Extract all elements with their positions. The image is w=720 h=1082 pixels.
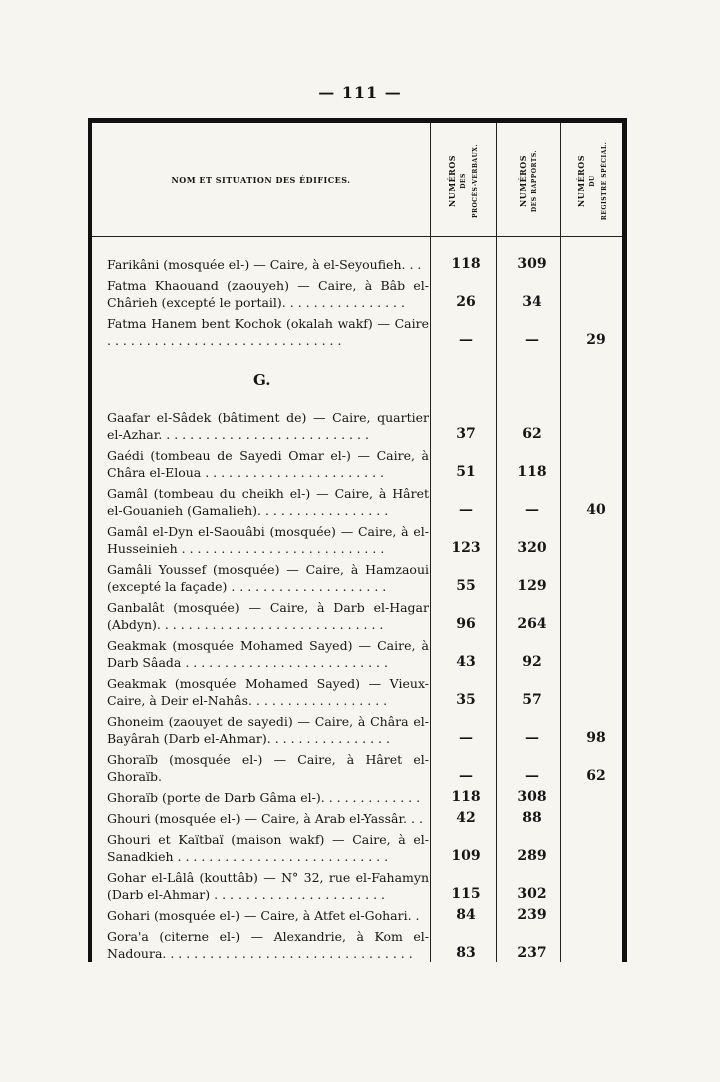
entry-number-n1: 84 — [456, 907, 476, 923]
entry-description: Geakmak (mosquée Mohamed Sayed) — Vieux-Caire, à Deir el-Nahâs. . . . . . . . . . . . . . . . . . — [107, 676, 429, 708]
entry-description: Ganbalât (mosquée) — Caire, à Darb el-Hagar (Abdyn). . . . . . . . . . . . . . . . . . . . . . . . . . . . . — [107, 600, 429, 632]
entry-number-n2: 88 — [522, 810, 542, 826]
entry-number-n1: 96 — [456, 616, 476, 632]
entry-number-n2: 57 — [522, 692, 542, 708]
table-row — [107, 675, 627, 709]
table-row — [107, 523, 627, 557]
entry-number-n2: 237 — [517, 945, 547, 961]
table-row — [107, 637, 627, 671]
entry-number-n1: 118 — [451, 789, 481, 805]
table-row — [107, 928, 627, 962]
entry-description: Ghouri (mosquée el-) — Caire, à Arab el-Yassâr. . . — [107, 811, 423, 826]
entry-description: Geakmak (mosquée Mohamed Sayed) — Caire, à Darb Sâada . . . . . . . . . . . . . . . . . . . . . . . . . . — [107, 638, 429, 670]
entry-number-n1: 83 — [456, 945, 476, 961]
entry-description: Farikâni (mosquée el-) — Caire, à el-Seyoufieh. . . — [107, 257, 422, 272]
entry-number-n1: 43 — [456, 654, 476, 670]
entry-number-n1: 118 — [451, 256, 481, 272]
entry-number-n2: — — [525, 502, 539, 518]
entry-number-n3: 62 — [586, 768, 606, 784]
entry-description: Ghouri et Kaïtbaï (maison wakf) — Caire, à el-Sanadkieh . . . . . . . . . . . . . . . . . . . . . . . . . . . — [107, 832, 429, 864]
entry-description: Gamâli Youssef (mosquée) — Caire, à Hamzaoui (excepté la façade) . . . . . . . . . . . . . . . . . . . . — [107, 562, 429, 594]
column-header-name: NOM ET SITUATION DES ÉDIFICES. — [171, 175, 351, 185]
entry-description: Ghoraïb (mosquée el-) — Caire, à Hâret el-Ghoraïb. — [107, 752, 429, 784]
entry-description: Gohari (mosquée el-) — Caire, à Atfet el-Gohari. . — [107, 908, 420, 923]
entry-number-n3: 40 — [586, 502, 606, 518]
entry-number-n1: 42 — [456, 810, 476, 826]
table-row — [107, 789, 627, 806]
column-header-line: NUMÉROS — [576, 154, 586, 208]
column-header-line: DU — [589, 175, 596, 187]
entry-description: Gaédi (tombeau de Sayedi Omar el-) — Caire, à Châra el-Eloua . . . . . . . . . . . . . . . . . . . . . . . — [107, 448, 429, 480]
entry-number-n1: 51 — [456, 464, 476, 480]
entry-number-n1: 26 — [456, 294, 476, 310]
entries-group-g — [107, 409, 627, 962]
table-row — [107, 447, 627, 481]
table-row — [107, 869, 627, 903]
entry-description: Ghoneim (zaouyet de sayedi) — Caire, à Châra el-Bayârah (Darb el-Ahmar). . . . . . . . . . . . . . . . — [107, 714, 429, 746]
entry-description: Fatma Khaouand (zaouyeh) — Caire, à Bâb el-Chârieh (excepté le portail). . . . . . . . . . . . . . . . — [107, 278, 429, 310]
entry-number-n2: 308 — [517, 789, 547, 805]
table-row — [107, 810, 627, 827]
page-number: — 111 — — [318, 83, 402, 102]
column-header-line: DES RAPPORTS. — [531, 149, 538, 213]
entry-number-n1: — — [459, 502, 473, 518]
entry-number-n2: 289 — [517, 848, 547, 864]
entry-number-n1: 37 — [456, 426, 476, 442]
entry-number-n1: 109 — [451, 848, 481, 864]
section-letter: G. — [253, 371, 271, 389]
entries-group-f — [107, 256, 627, 349]
entry-number-n1: — — [459, 768, 473, 784]
entry-number-n3: 29 — [586, 332, 606, 348]
entry-number-n2: 309 — [517, 256, 547, 272]
table-row — [107, 599, 627, 633]
entry-number-n1: 123 — [451, 540, 481, 556]
entry-number-n2: 118 — [517, 464, 547, 480]
table-row — [107, 315, 627, 349]
entry-number-n2: — — [525, 768, 539, 784]
column-header-line: REGISTRE SPÉCIAL. — [601, 141, 608, 221]
entry-number-n2: 92 — [522, 654, 542, 670]
entry-number-n2: 264 — [517, 616, 547, 632]
entry-number-n1: 55 — [456, 578, 476, 594]
entry-description: Gaafar el-Sâdek (bâtiment de) — Caire, quartier el-Azhar. . . . . . . . . . . . . . . . . . . . . . . . . . . — [107, 410, 429, 442]
column-header-line: NUMÉROS — [518, 154, 528, 208]
entry-description: Ghoraïb (porte de Darb Gâma el-). . . . . . . . . . . . . — [107, 790, 421, 805]
table-row — [107, 751, 627, 785]
table-row — [107, 409, 627, 443]
column-header-proces-verbaux — [432, 127, 496, 235]
column-header-registre — [561, 127, 625, 235]
entry-number-n2: — — [525, 730, 539, 746]
table-row — [107, 277, 627, 311]
entry-number-n1: 115 — [451, 886, 481, 902]
table-row — [107, 907, 627, 924]
column-header-line: DES — [460, 173, 468, 189]
column-header-line: NUMÉROS — [447, 154, 458, 208]
entry-description: Fatma Hanem bent Kochok (okalah wakf) — Caire . . . . . . . . . . . . . . . . . . . . . . . . . . . . . . — [107, 316, 429, 348]
entry-number-n2: — — [525, 332, 539, 348]
entry-number-n2: 129 — [517, 578, 547, 594]
entry-description: Gora'a (citerne el-) — Alexandrie, à Kom el-Nadoura. . . . . . . . . . . . . . . . . . . . . . . . . . . . . . . . — [107, 929, 429, 961]
entries-list — [107, 256, 627, 966]
entry-number-n2: 320 — [517, 540, 547, 556]
entry-description: Gamâl (tombeau du cheikh el-) — Caire, à Hâret el-Gouanieh (Gamalieh). . . . . . . . . . . . . . . . . — [107, 486, 429, 518]
table-row — [107, 713, 627, 747]
table-row — [107, 256, 627, 273]
table-row — [107, 485, 627, 519]
entry-number-n1: — — [459, 730, 473, 746]
entry-number-n2: 34 — [522, 294, 542, 310]
entry-number-n2: 239 — [517, 907, 547, 923]
table-row — [107, 831, 627, 865]
entry-description: Gohar el-Lâlâ (kouttâb) — N° 32, rue el-Fahamyn (Darb el-Ahmar) . . . . . . . . . . . . . . . . . . . . . . — [107, 870, 429, 902]
entry-number-n3: 98 — [586, 730, 606, 746]
entry-number-n2: 302 — [517, 886, 547, 902]
entry-number-n2: 62 — [522, 426, 542, 442]
entry-number-n1: — — [459, 332, 473, 348]
column-header-rapports — [497, 127, 561, 235]
entry-number-n1: 35 — [456, 692, 476, 708]
entry-description: Gamâl el-Dyn el-Saouâbi (mosquée) — Caire, à el-Husseinieh . . . . . . . . . . . . . . . . . . . . . . . . . . — [107, 524, 429, 556]
column-header-line: PROCÈS-VERBAUX. — [472, 143, 480, 219]
header-divider — [92, 236, 622, 237]
table-row — [107, 561, 627, 595]
